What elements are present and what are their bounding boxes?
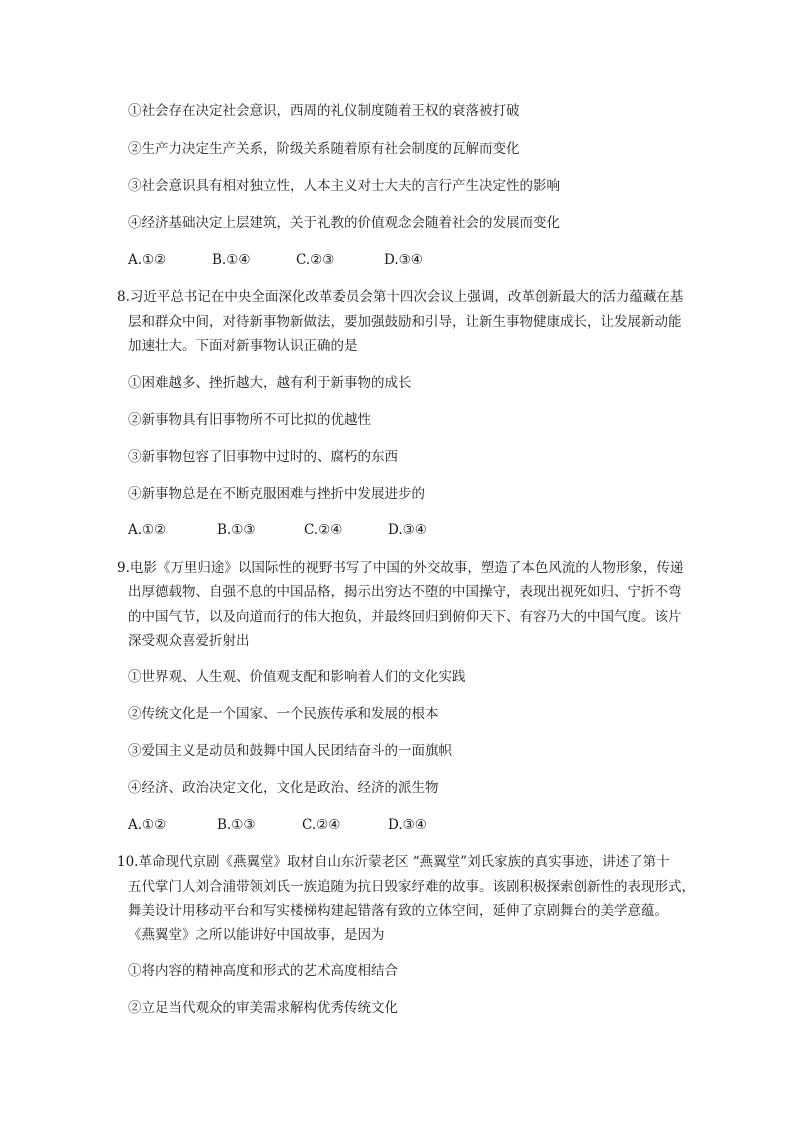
q9-stem-line-2: 出厚德载物、自强不息的中国品格，揭示出穷达不堕的中国操守，表现出视死如归、宁折不弯 <box>128 584 682 600</box>
q7-option-2: ②生产力决定生产关系，阶级关系随着原有社会制度的瓦解而变化 <box>128 141 520 157</box>
q8-choice-c: C.②④ <box>304 522 343 538</box>
q9-option-1: ①世界观、人生观、价值观支配和影响着人们的文化实践 <box>128 669 466 685</box>
q8-choice-b: B.①③ <box>217 522 256 538</box>
q9-option-4: ④经济、政治决定文化，文化是政治、经济的派生物 <box>128 780 439 796</box>
q10-stem-line-4: 《燕翼堂》之所以能讲好中国故事，是因为 <box>128 927 385 943</box>
q9-stem-line-4: 深受观众喜爱折射出 <box>128 633 250 649</box>
q7-option-3: ③社会意识具有相对独立性，人本主义对士大夫的言行产生决定性的影响 <box>128 178 560 194</box>
q7-choice-c: C.②③ <box>296 252 335 268</box>
q10-option-1: ①将内容的精神高度和形式的艺术高度相结合 <box>128 963 398 979</box>
q9-choice-c: C.②④ <box>302 817 341 833</box>
q8-stem-line-2: 层和群众中间，对待新事物新做法，要加强鼓励和引导，让新生事物健康成长，让发展新动能 <box>128 314 682 330</box>
q7-choice-d: D.③④ <box>384 252 423 268</box>
q10-option-2: ②立足当代观众的审美需求解构优秀传统文化 <box>128 1000 398 1016</box>
q8-choice-d: D.③④ <box>388 522 427 538</box>
q8-choice-a: A.①② <box>128 522 167 538</box>
q7-option-1: ①社会存在决定社会意识，西周的礼仪制度随着王权的衰落被打破 <box>128 103 520 119</box>
q7-choice-b: B.①④ <box>212 252 251 268</box>
q7-choice-a: A.①② <box>128 252 167 268</box>
q9-option-2: ②传统文化是一个国家、一个民族传承和发展的根本 <box>128 706 439 722</box>
q9-stem-line-1: 9.电影《万里归途》以国际性的视野书写了中国的外交故事，塑造了本色风流的人物形象，传递 <box>117 560 684 576</box>
q9-choice-b: B.①③ <box>217 817 256 833</box>
q8-option-2: ②新事物具有旧事物所不可比拟的优越性 <box>128 412 371 428</box>
q10-stem-line-1: 10.革命现代京剧《燕翼堂》取材自山东沂蒙老区 “燕翼堂”刘氏家族的真实事迹，讲述了第十 <box>117 854 670 870</box>
q8-option-3: ③新事物包容了旧事物中过时的、腐朽的东西 <box>128 449 398 465</box>
q8-option-1: ①困难越多、挫折越大，越有利于新事物的成长 <box>128 375 412 391</box>
q8-stem-line-3: 加速壮大。下面对新事物认识正确的是 <box>128 338 358 354</box>
q9-choice-d: D.③④ <box>388 817 427 833</box>
q8-option-4: ④新事物总是在不断克服困难与挫折中发展进步的 <box>128 486 425 502</box>
q9-stem-line-3: 的中国气节，以及向道而行的伟大抱负，并最终回归到俯仰天下、有容乃大的中国气度。该片 <box>128 609 682 625</box>
q9-option-3: ③爱国主义是动员和鼓舞中国人民团结奋斗的一面旗帜 <box>128 743 452 759</box>
q8-stem-line-1: 8.习近平总书记在中央全面深化改革委员会第十四次会议上强调，改革创新最大的活力蕴藏在基 <box>117 289 684 305</box>
q7-option-4: ④经济基础决定上层建筑，关于礼教的价值观念会随着社会的发展而变化 <box>128 215 560 231</box>
q9-choice-a: A.①② <box>128 817 167 833</box>
q10-stem-line-2: 五代掌门人刘合浦带领刘氏一族追随为抗日毁家纾难的故事。该剧积极探索创新性的表现形式， <box>128 879 695 895</box>
q10-stem-line-3: 舞美设计用移动平台和写实楼梯构建起错落有致的立体空间，延伸了京剧舞台的美学意蕴。 <box>128 903 668 919</box>
